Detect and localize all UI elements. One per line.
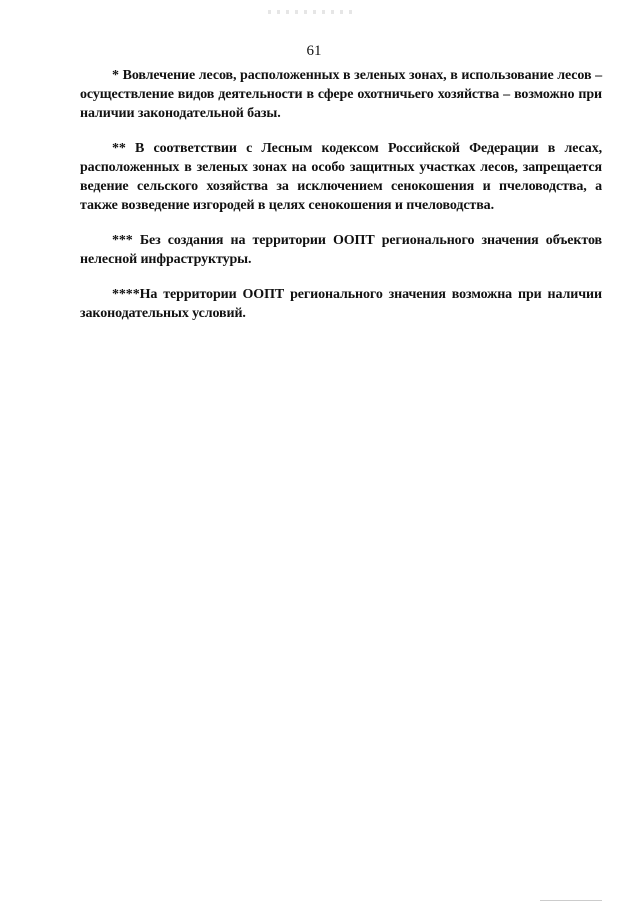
footnote-4	[80, 285, 602, 323]
footnote-1	[80, 66, 602, 123]
footnote-2	[80, 139, 602, 215]
footnote-text: В соответствии с Лесным кодексом Российской Федерации в лесах, расположенных в зеленых зонах на особо защитных участках лесов, запрещается ведение сельского хозяйства за исключением сенокошения и пчеловодства, а также возведение изгородей в целях сенокошения и пчеловодства.	[80, 141, 602, 213]
scan-artifact	[268, 10, 358, 14]
footnote-text: Вовлечение лесов, расположенных в зеленых зонах, в использование лесов – осуществление видов деятельности в сфере охотничьего хозяйства – возможно при наличии законодательной базы.	[80, 68, 602, 121]
footnote-mark: **	[112, 141, 126, 156]
footnote-mark: ***	[112, 233, 133, 248]
footnote-text: На территории ООПТ регионального значения возможна при наличии законодательных условий.	[80, 287, 602, 321]
footnotes-section	[80, 66, 602, 339]
footnote-mark: ****	[112, 287, 140, 302]
footnote-mark: *	[112, 68, 119, 83]
page-number: 61	[306, 43, 322, 59]
footnote-3	[80, 231, 602, 269]
footnote-text: Без создания на территории ООПТ регионального значения объектов нелесной инфраструктуры.	[80, 233, 602, 267]
scan-bottom-line	[540, 900, 602, 901]
